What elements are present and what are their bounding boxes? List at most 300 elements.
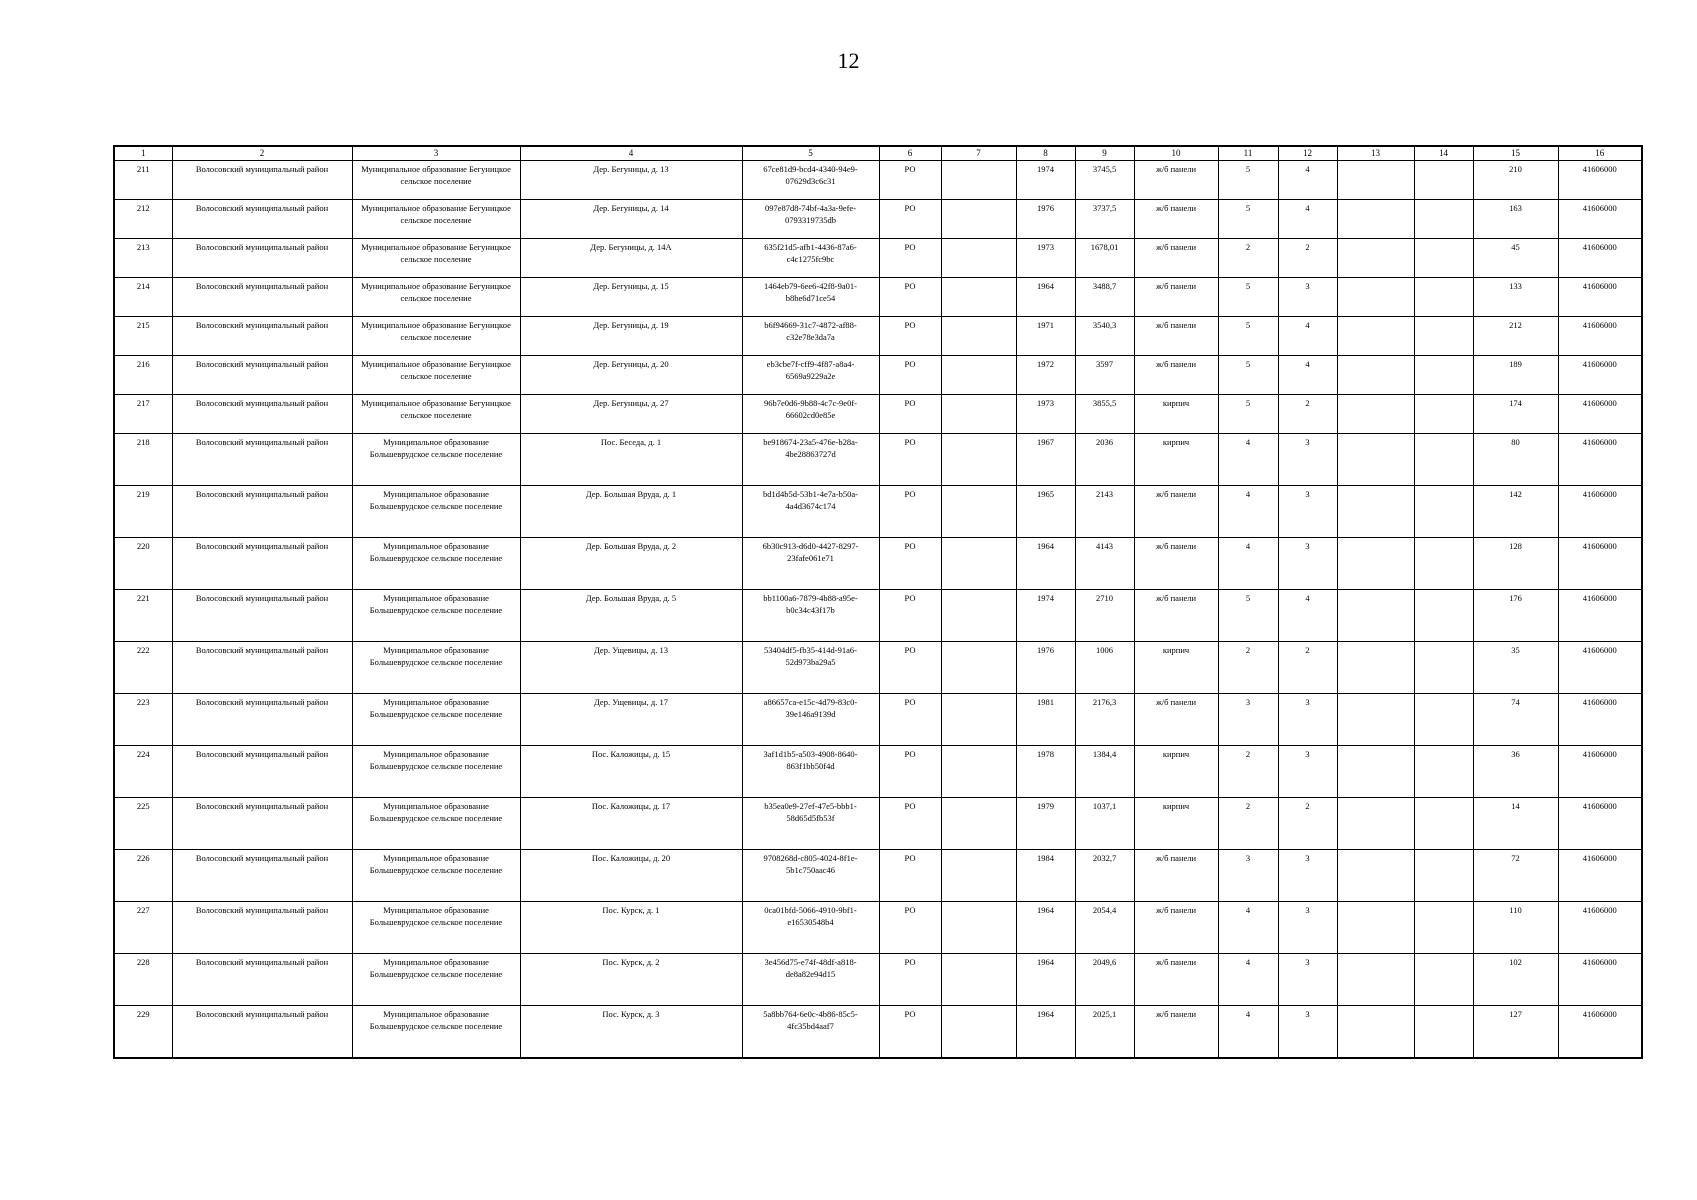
table-cell: 41606000 — [1558, 850, 1642, 902]
table-cell: 2710 — [1075, 590, 1134, 642]
table-cell — [941, 902, 1016, 954]
table-cell: 74 — [1473, 694, 1558, 746]
table-cell — [1414, 317, 1473, 356]
column-header: 5 — [742, 146, 879, 161]
table-row — [114, 694, 1642, 746]
table-cell: 3 — [1278, 434, 1337, 486]
table-cell: кирпич — [1134, 798, 1218, 850]
table-cell: Волосовский муниципальный район — [172, 538, 352, 590]
table-cell: 211 — [114, 161, 172, 200]
table-cell — [1337, 486, 1414, 538]
table-cell: Муниципальное образование Бегуницкое сельское поселение — [352, 239, 520, 278]
table-row — [114, 278, 1642, 317]
table-cell: 216 — [114, 356, 172, 395]
table-cell: Волосовский муниципальный район — [172, 850, 352, 902]
table-cell: 5 — [1218, 590, 1278, 642]
table-cell: 14 — [1473, 798, 1558, 850]
table-cell: 2 — [1278, 239, 1337, 278]
table-cell: 5a8bb764-6e0c-4b86-85c5-4fc35bd4aaf7 — [742, 1006, 879, 1059]
table-cell: РО — [879, 1006, 941, 1059]
table-cell: Волосовский муниципальный район — [172, 278, 352, 317]
table-cell: Волосовский муниципальный район — [172, 434, 352, 486]
table-cell: Муниципальное образование Большеврудское сельское поселение — [352, 538, 520, 590]
table-cell: РО — [879, 902, 941, 954]
column-header: 3 — [352, 146, 520, 161]
table-cell — [1337, 239, 1414, 278]
table-cell: 127 — [1473, 1006, 1558, 1059]
table-cell: ж/б панели — [1134, 317, 1218, 356]
table-cell: 1973 — [1016, 395, 1075, 434]
table-cell: 3 — [1278, 694, 1337, 746]
table-cell: 3e456d75-e74f-48df-a818-de8a82e94d15 — [742, 954, 879, 1006]
table-cell: 3855,5 — [1075, 395, 1134, 434]
table-row — [114, 538, 1642, 590]
table-cell — [941, 278, 1016, 317]
table-cell: Волосовский муниципальный район — [172, 746, 352, 798]
table-row — [114, 317, 1642, 356]
table-cell — [1414, 278, 1473, 317]
table-cell: 635f21d5-afb1-4436-87a6-c4c1275fc9bc — [742, 239, 879, 278]
table-cell: 3 — [1278, 954, 1337, 1006]
table-cell: 5 — [1218, 395, 1278, 434]
table-cell: 5 — [1218, 356, 1278, 395]
table-cell: Волосовский муниципальный район — [172, 590, 352, 642]
table-cell — [1337, 694, 1414, 746]
table-cell — [1414, 395, 1473, 434]
table-row — [114, 590, 1642, 642]
table-cell: 110 — [1473, 902, 1558, 954]
table-cell: 3 — [1278, 278, 1337, 317]
table-cell — [1414, 1006, 1473, 1059]
table-cell: a86657ca-e15c-4d79-83c0-39e146a9139d — [742, 694, 879, 746]
table-cell: 3 — [1278, 902, 1337, 954]
table-cell: 53404df5-fb35-414d-91a6-52d973ba29a5 — [742, 642, 879, 694]
table-cell: 2 — [1278, 798, 1337, 850]
table-cell: 1967 — [1016, 434, 1075, 486]
table-cell: 1037,1 — [1075, 798, 1134, 850]
column-header: 4 — [520, 146, 742, 161]
table-cell: РО — [879, 590, 941, 642]
table-cell: 41606000 — [1558, 538, 1642, 590]
table-cell — [1414, 239, 1473, 278]
table-cell — [1337, 798, 1414, 850]
table-row — [114, 902, 1642, 954]
table-cell: 41606000 — [1558, 161, 1642, 200]
table-cell: 189 — [1473, 356, 1558, 395]
table-cell: Муниципальное образование Бегуницкое сельское поселение — [352, 395, 520, 434]
table-cell — [941, 798, 1016, 850]
table-cell: 1971 — [1016, 317, 1075, 356]
table-cell: 222 — [114, 642, 172, 694]
column-header: 12 — [1278, 146, 1337, 161]
table-cell: 1678,01 — [1075, 239, 1134, 278]
table-cell: ж/б панели — [1134, 161, 1218, 200]
table-cell — [1337, 642, 1414, 694]
table-cell: РО — [879, 239, 941, 278]
table-cell: ж/б панели — [1134, 954, 1218, 1006]
table-cell: 5 — [1218, 317, 1278, 356]
table-cell: Дер. Ущевицы, д. 17 — [520, 694, 742, 746]
table-cell — [941, 356, 1016, 395]
table-cell: Пос. Каложицы, д. 15 — [520, 746, 742, 798]
table-cell — [941, 850, 1016, 902]
table-cell: 133 — [1473, 278, 1558, 317]
table-cell: Муниципальное образование Бегуницкое сельское поселение — [352, 356, 520, 395]
table-cell: 4 — [1218, 1006, 1278, 1059]
table-cell: Муниципальное образование Большеврудское сельское поселение — [352, 1006, 520, 1059]
column-header: 13 — [1337, 146, 1414, 161]
table-cell: b35ea0e9-27ef-47e5-bbb1-58d65d5fb53f — [742, 798, 879, 850]
table-cell: 228 — [114, 954, 172, 1006]
table-cell: 41606000 — [1558, 317, 1642, 356]
table-row — [114, 850, 1642, 902]
table-row — [114, 798, 1642, 850]
table-cell: РО — [879, 317, 941, 356]
table-cell: ж/б панели — [1134, 200, 1218, 239]
table-cell: ж/б панели — [1134, 850, 1218, 902]
table-cell: 41606000 — [1558, 434, 1642, 486]
table-cell — [1337, 902, 1414, 954]
table-cell — [1337, 278, 1414, 317]
table-cell — [1337, 954, 1414, 1006]
table-row — [114, 395, 1642, 434]
table-cell: 2 — [1218, 642, 1278, 694]
table-cell — [1337, 161, 1414, 200]
table-cell: 2032,7 — [1075, 850, 1134, 902]
table-cell — [941, 1006, 1016, 1059]
table-cell: 3af1d1b5-a503-4908-8640-863f1bb50f4d — [742, 746, 879, 798]
table-cell: 41606000 — [1558, 395, 1642, 434]
table-cell: 41606000 — [1558, 902, 1642, 954]
table-cell: 1976 — [1016, 642, 1075, 694]
table-cell — [1337, 746, 1414, 798]
table-cell: 221 — [114, 590, 172, 642]
table-cell: 1974 — [1016, 590, 1075, 642]
table-cell: 4 — [1278, 200, 1337, 239]
table-cell: 41606000 — [1558, 954, 1642, 1006]
table-cell: 3597 — [1075, 356, 1134, 395]
table-cell: 4 — [1218, 434, 1278, 486]
table-cell: Муниципальное образование Бегуницкое сельское поселение — [352, 317, 520, 356]
table-row — [114, 239, 1642, 278]
column-header: 16 — [1558, 146, 1642, 161]
table-cell: РО — [879, 434, 941, 486]
table-cell: 6b30c913-d6d0-4427-8297-23fafe061e71 — [742, 538, 879, 590]
table-cell: Дер. Бегуницы, д. 20 — [520, 356, 742, 395]
table-cell: 097e87d8-74bf-4a3a-9efe-0793319735db — [742, 200, 879, 239]
table-cell: 45 — [1473, 239, 1558, 278]
table-cell: Муниципальное образование Большеврудское сельское поселение — [352, 902, 520, 954]
table-cell: 2025,1 — [1075, 1006, 1134, 1059]
table-cell: Дер. Бегуницы, д. 19 — [520, 317, 742, 356]
table-cell: 41606000 — [1558, 694, 1642, 746]
table-cell: 1964 — [1016, 902, 1075, 954]
table-cell: Дер. Большая Вруда, д. 1 — [520, 486, 742, 538]
table-cell: Дер. Бегуницы, д. 27 — [520, 395, 742, 434]
table-cell — [941, 161, 1016, 200]
table-cell: ж/б панели — [1134, 239, 1218, 278]
table-cell — [1414, 161, 1473, 200]
table-cell: 4143 — [1075, 538, 1134, 590]
table-cell: Дер. Большая Вруда, д. 5 — [520, 590, 742, 642]
table-cell: 214 — [114, 278, 172, 317]
table-cell: 1984 — [1016, 850, 1075, 902]
table-cell: Муниципальное образование Бегуницкое сельское поселение — [352, 278, 520, 317]
table-cell: 96b7e0d6-9b88-4c7c-9e0f-66602cd0e85e — [742, 395, 879, 434]
table-cell: Волосовский муниципальный район — [172, 694, 352, 746]
table-row — [114, 642, 1642, 694]
table-cell: 1965 — [1016, 486, 1075, 538]
table-cell: 3 — [1278, 850, 1337, 902]
table-cell: 41606000 — [1558, 590, 1642, 642]
table-cell — [1414, 850, 1473, 902]
table-cell: 1981 — [1016, 694, 1075, 746]
table-cell: 5 — [1218, 161, 1278, 200]
table-cell: Пос. Каложицы, д. 20 — [520, 850, 742, 902]
table-cell: 220 — [114, 538, 172, 590]
table-cell: 35 — [1473, 642, 1558, 694]
column-header: 11 — [1218, 146, 1278, 161]
page-number: 12 — [837, 48, 860, 73]
table-cell: 1964 — [1016, 538, 1075, 590]
table-cell: 41606000 — [1558, 798, 1642, 850]
table-cell: РО — [879, 746, 941, 798]
table-cell: 1978 — [1016, 746, 1075, 798]
table-cell: Дер. Бегуницы, д. 14А — [520, 239, 742, 278]
table-cell — [1337, 1006, 1414, 1059]
table-cell: РО — [879, 486, 941, 538]
column-header: 2 — [172, 146, 352, 161]
table-cell — [1414, 954, 1473, 1006]
table-cell: 212 — [114, 200, 172, 239]
table-cell: 224 — [114, 746, 172, 798]
table-cell: 217 — [114, 395, 172, 434]
table-cell: 36 — [1473, 746, 1558, 798]
column-header: 9 — [1075, 146, 1134, 161]
table-cell: Дер. Бегуницы, д. 15 — [520, 278, 742, 317]
table-cell: bb1100a6-7879-4b88-a95e-b0c34c43f17b — [742, 590, 879, 642]
table-cell: 67ce81d9-bcd4-4340-94e9-07629d3c6c31 — [742, 161, 879, 200]
table-cell — [1414, 200, 1473, 239]
table-cell: 2049,6 — [1075, 954, 1134, 1006]
table-cell: Волосовский муниципальный район — [172, 902, 352, 954]
table-cell: 176 — [1473, 590, 1558, 642]
table-cell: 2176,3 — [1075, 694, 1134, 746]
table-cell: ж/б панели — [1134, 1006, 1218, 1059]
table-cell: Волосовский муниципальный район — [172, 356, 352, 395]
table-cell: Пос. Курск, д. 1 — [520, 902, 742, 954]
table-row — [114, 746, 1642, 798]
table-cell: РО — [879, 642, 941, 694]
table-cell: кирпич — [1134, 746, 1218, 798]
column-header: 14 — [1414, 146, 1473, 161]
table-cell: 212 — [1473, 317, 1558, 356]
table-cell: 2 — [1218, 239, 1278, 278]
table-cell: ж/б панели — [1134, 486, 1218, 538]
table-cell — [1414, 642, 1473, 694]
table-cell: 4 — [1278, 356, 1337, 395]
table-cell: Волосовский муниципальный район — [172, 239, 352, 278]
table-cell: РО — [879, 798, 941, 850]
column-header: 7 — [941, 146, 1016, 161]
table-cell: Волосовский муниципальный район — [172, 486, 352, 538]
table-cell: 128 — [1473, 538, 1558, 590]
table-cell: 2054,4 — [1075, 902, 1134, 954]
table-cell: 1964 — [1016, 278, 1075, 317]
table-cell: 1384,4 — [1075, 746, 1134, 798]
table-cell: Дер. Большая Вруда, д. 2 — [520, 538, 742, 590]
table-cell — [941, 538, 1016, 590]
table-cell: ж/б панели — [1134, 590, 1218, 642]
table-cell: 213 — [114, 239, 172, 278]
table-cell: bd1d4b5d-53b1-4e7a-b50a-4a4d3674c174 — [742, 486, 879, 538]
table-cell: 41606000 — [1558, 486, 1642, 538]
table-cell: Муниципальное образование Большеврудское сельское поселение — [352, 694, 520, 746]
table-cell: 3 — [1278, 538, 1337, 590]
table-cell: 80 — [1473, 434, 1558, 486]
table-cell — [1337, 200, 1414, 239]
table-cell — [1414, 486, 1473, 538]
table-cell — [941, 486, 1016, 538]
table-cell — [941, 239, 1016, 278]
table-row — [114, 356, 1642, 395]
table-cell: кирпич — [1134, 395, 1218, 434]
table-cell: 41606000 — [1558, 356, 1642, 395]
table-cell: 3 — [1218, 850, 1278, 902]
table-cell: 41606000 — [1558, 746, 1642, 798]
table-cell: ж/б панели — [1134, 694, 1218, 746]
table-cell — [1337, 395, 1414, 434]
header-row — [114, 146, 1642, 161]
table-cell: 102 — [1473, 954, 1558, 1006]
table-cell — [1414, 590, 1473, 642]
table-cell: 4 — [1218, 486, 1278, 538]
table-cell: Волосовский муниципальный район — [172, 1006, 352, 1059]
table-cell: 0ca01bfd-5066-4910-9bf1-e16530548b4 — [742, 902, 879, 954]
table-cell: 41606000 — [1558, 278, 1642, 317]
table-cell: Муниципальное образование Бегуницкое сельское поселение — [352, 200, 520, 239]
table-cell: 227 — [114, 902, 172, 954]
table-cell: 226 — [114, 850, 172, 902]
table-cell: ж/б панели — [1134, 902, 1218, 954]
table-cell: 3 — [1278, 486, 1337, 538]
table-cell: 1976 — [1016, 200, 1075, 239]
table-cell: 3488,7 — [1075, 278, 1134, 317]
table-cell: 2 — [1278, 642, 1337, 694]
table-cell: ж/б панели — [1134, 538, 1218, 590]
table-cell — [941, 642, 1016, 694]
table-cell — [941, 590, 1016, 642]
table-cell — [941, 954, 1016, 1006]
table-cell — [1414, 694, 1473, 746]
table-cell: 1464eb79-6ee6-42f8-9a01-b8be6d71ce54 — [742, 278, 879, 317]
table-cell: 2 — [1218, 798, 1278, 850]
table-cell — [1337, 538, 1414, 590]
table-cell: РО — [879, 538, 941, 590]
table-cell: 2036 — [1075, 434, 1134, 486]
column-header: 6 — [879, 146, 941, 161]
table-cell: Дер. Бегуницы, д. 13 — [520, 161, 742, 200]
column-header: 1 — [114, 146, 172, 161]
table-cell: Волосовский муниципальный район — [172, 200, 352, 239]
table-cell: 1006 — [1075, 642, 1134, 694]
table-cell: 1974 — [1016, 161, 1075, 200]
table-row — [114, 161, 1642, 200]
table-cell: b6f94669-31c7-4872-af88-c32e78e3da7a — [742, 317, 879, 356]
table-cell: 3540,3 — [1075, 317, 1134, 356]
table-cell: 1973 — [1016, 239, 1075, 278]
table-cell: 5 — [1218, 200, 1278, 239]
table-cell: Дер. Бегуницы, д. 14 — [520, 200, 742, 239]
table-cell: 4 — [1218, 954, 1278, 1006]
table-cell: РО — [879, 161, 941, 200]
table-cell: Пос. Курск, д. 2 — [520, 954, 742, 1006]
table-cell — [941, 395, 1016, 434]
table-cell: РО — [879, 694, 941, 746]
table-cell: 4 — [1218, 538, 1278, 590]
table-cell: Муниципальное образование Большеврудское сельское поселение — [352, 434, 520, 486]
table-cell: 1964 — [1016, 1006, 1075, 1059]
table-cell: Дер. Ущевицы, д. 13 — [520, 642, 742, 694]
table-cell: Волосовский муниципальный район — [172, 798, 352, 850]
column-header: 15 — [1473, 146, 1558, 161]
table-cell: Муниципальное образование Большеврудское сельское поселение — [352, 486, 520, 538]
table-cell: 41606000 — [1558, 1006, 1642, 1059]
table-cell — [1337, 317, 1414, 356]
table-cell: 5 — [1218, 278, 1278, 317]
table-cell: 174 — [1473, 395, 1558, 434]
table-cell — [941, 317, 1016, 356]
table-cell: РО — [879, 395, 941, 434]
column-header: 10 — [1134, 146, 1218, 161]
table-cell: Муниципальное образование Большеврудское сельское поселение — [352, 642, 520, 694]
table-cell: РО — [879, 954, 941, 1006]
table-cell — [1414, 356, 1473, 395]
table-cell: Муниципальное образование Большеврудское сельское поселение — [352, 746, 520, 798]
table-cell: кирпич — [1134, 642, 1218, 694]
table-cell: 219 — [114, 486, 172, 538]
table-cell — [941, 434, 1016, 486]
table-cell: Муниципальное образование Большеврудское сельское поселение — [352, 850, 520, 902]
table-cell: Пос. Курск, д. 3 — [520, 1006, 742, 1059]
table-cell — [1337, 434, 1414, 486]
table-cell: 3 — [1278, 1006, 1337, 1059]
table-cell: 2143 — [1075, 486, 1134, 538]
table-cell: 3745,5 — [1075, 161, 1134, 200]
table-row — [114, 486, 1642, 538]
table-cell — [941, 200, 1016, 239]
table-cell: 223 — [114, 694, 172, 746]
table-cell: 1972 — [1016, 356, 1075, 395]
table-cell: 4 — [1278, 317, 1337, 356]
table-cell: Пос. Беседа, д. 1 — [520, 434, 742, 486]
table-cell: 4 — [1278, 590, 1337, 642]
table-cell — [1337, 590, 1414, 642]
table-cell: 9708268d-c805-4024-8f1e-5b1c750aac46 — [742, 850, 879, 902]
table-cell: 229 — [114, 1006, 172, 1059]
table-cell: РО — [879, 850, 941, 902]
table-cell: ж/б панели — [1134, 356, 1218, 395]
table-row — [114, 200, 1642, 239]
table-cell: Волосовский муниципальный район — [172, 317, 352, 356]
table-cell: 2 — [1218, 746, 1278, 798]
table-cell: кирпич — [1134, 434, 1218, 486]
table-cell: 1979 — [1016, 798, 1075, 850]
table-cell: 3 — [1278, 746, 1337, 798]
table-row — [114, 1006, 1642, 1059]
table-cell: Волосовский муниципальный район — [172, 395, 352, 434]
table-cell: 4 — [1278, 161, 1337, 200]
